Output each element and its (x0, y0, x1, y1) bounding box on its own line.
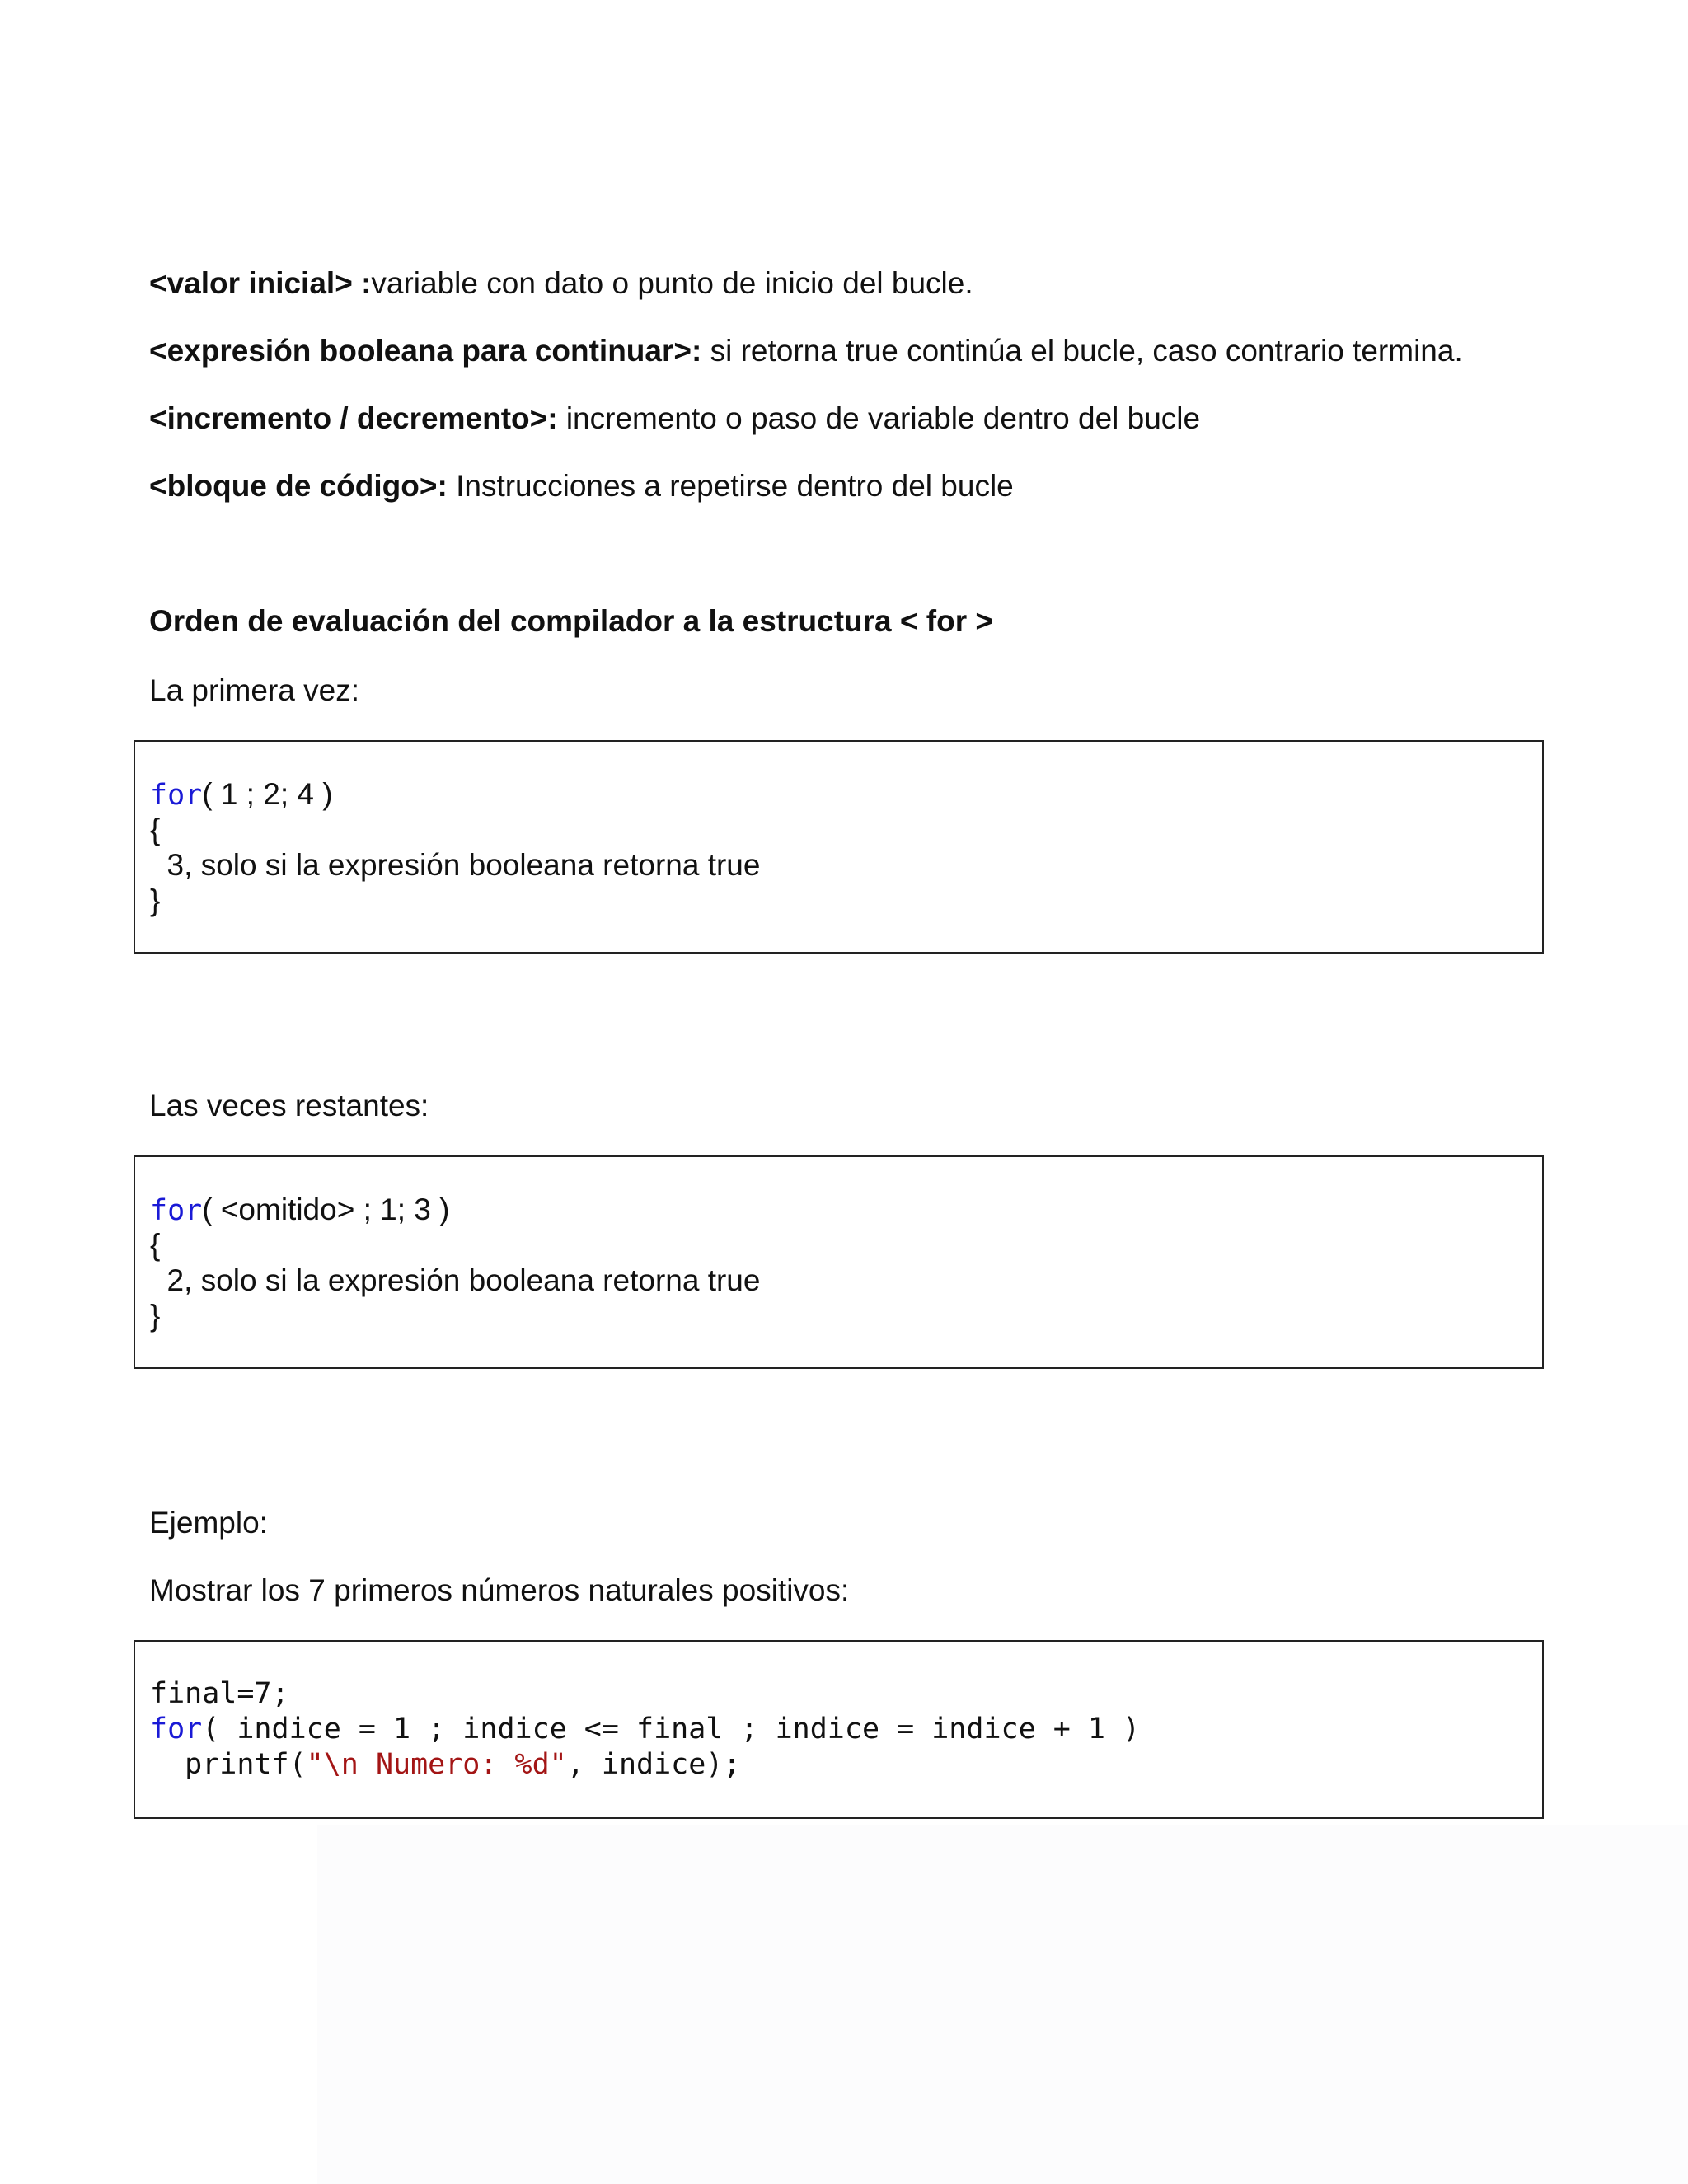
definition-bloque (149, 468, 1014, 504)
code-line (150, 1192, 449, 1229)
remaining-code-box (134, 1155, 1544, 1369)
section-heading: Orden de evaluación del compilador a la estructura < for > (149, 604, 993, 638)
definition-valor-inicial (149, 265, 973, 302)
code-line (150, 776, 333, 813)
close-brace: } (150, 1299, 161, 1333)
first-time-code-box (134, 740, 1544, 954)
page-shade (317, 1825, 1688, 2184)
printf-call: printf( (150, 1748, 307, 1781)
definition-expresion-booleana (149, 333, 1463, 369)
example-code-box (134, 1640, 1544, 1819)
definition-incremento (149, 401, 1200, 437)
code-line-for (150, 1712, 1140, 1747)
remaining-label: Las veces restantes: (149, 1089, 429, 1122)
definition-desc: si retorna true continúa el bucle, caso contrario termina. (701, 334, 1463, 368)
definition-desc: incremento o paso de variable dentro del bucle (557, 401, 1201, 435)
code-line-printf (150, 1747, 740, 1783)
for-keyword: for (150, 1713, 203, 1746)
for-header: ( indice = 1 ; indice <= final ; indice = indice + 1 ) (202, 1713, 1141, 1746)
definition-term: <expresión booleana para continuar>: (149, 334, 702, 368)
for-keyword: for (150, 779, 203, 812)
printf-format-string: "\n Numero: %d" (306, 1748, 567, 1781)
example-label: Ejemplo: (149, 1506, 268, 1540)
definition-term: <incremento / decremento>: (149, 401, 558, 435)
code-body: 2, solo si la expresión booleana retorna true (150, 1263, 761, 1297)
first-time-label: La primera vez: (149, 673, 359, 707)
definition-desc: variable con dato o punto de inicio del bucle. (371, 266, 973, 300)
for-header: ( 1 ; 2; 4 ) (202, 777, 333, 811)
open-brace: { (150, 813, 161, 846)
for-keyword: for (150, 1194, 203, 1227)
printf-args: , indice); (566, 1748, 741, 1781)
open-brace: { (150, 1228, 161, 1262)
close-brace: } (150, 883, 161, 917)
definition-desc: Instrucciones a repetirse dentro del bucle (447, 469, 1014, 503)
for-header: ( <omitido> ; 1; 3 ) (202, 1193, 450, 1226)
definition-term: <bloque de código>: (149, 469, 448, 503)
definition-term: <valor inicial> : (149, 266, 372, 300)
example-description: Mostrar los 7 primeros números naturales positivos: (149, 1573, 850, 1607)
code-line-final: final=7; (150, 1677, 289, 1710)
code-body: 3, solo si la expresión booleana retorna true (150, 848, 761, 882)
